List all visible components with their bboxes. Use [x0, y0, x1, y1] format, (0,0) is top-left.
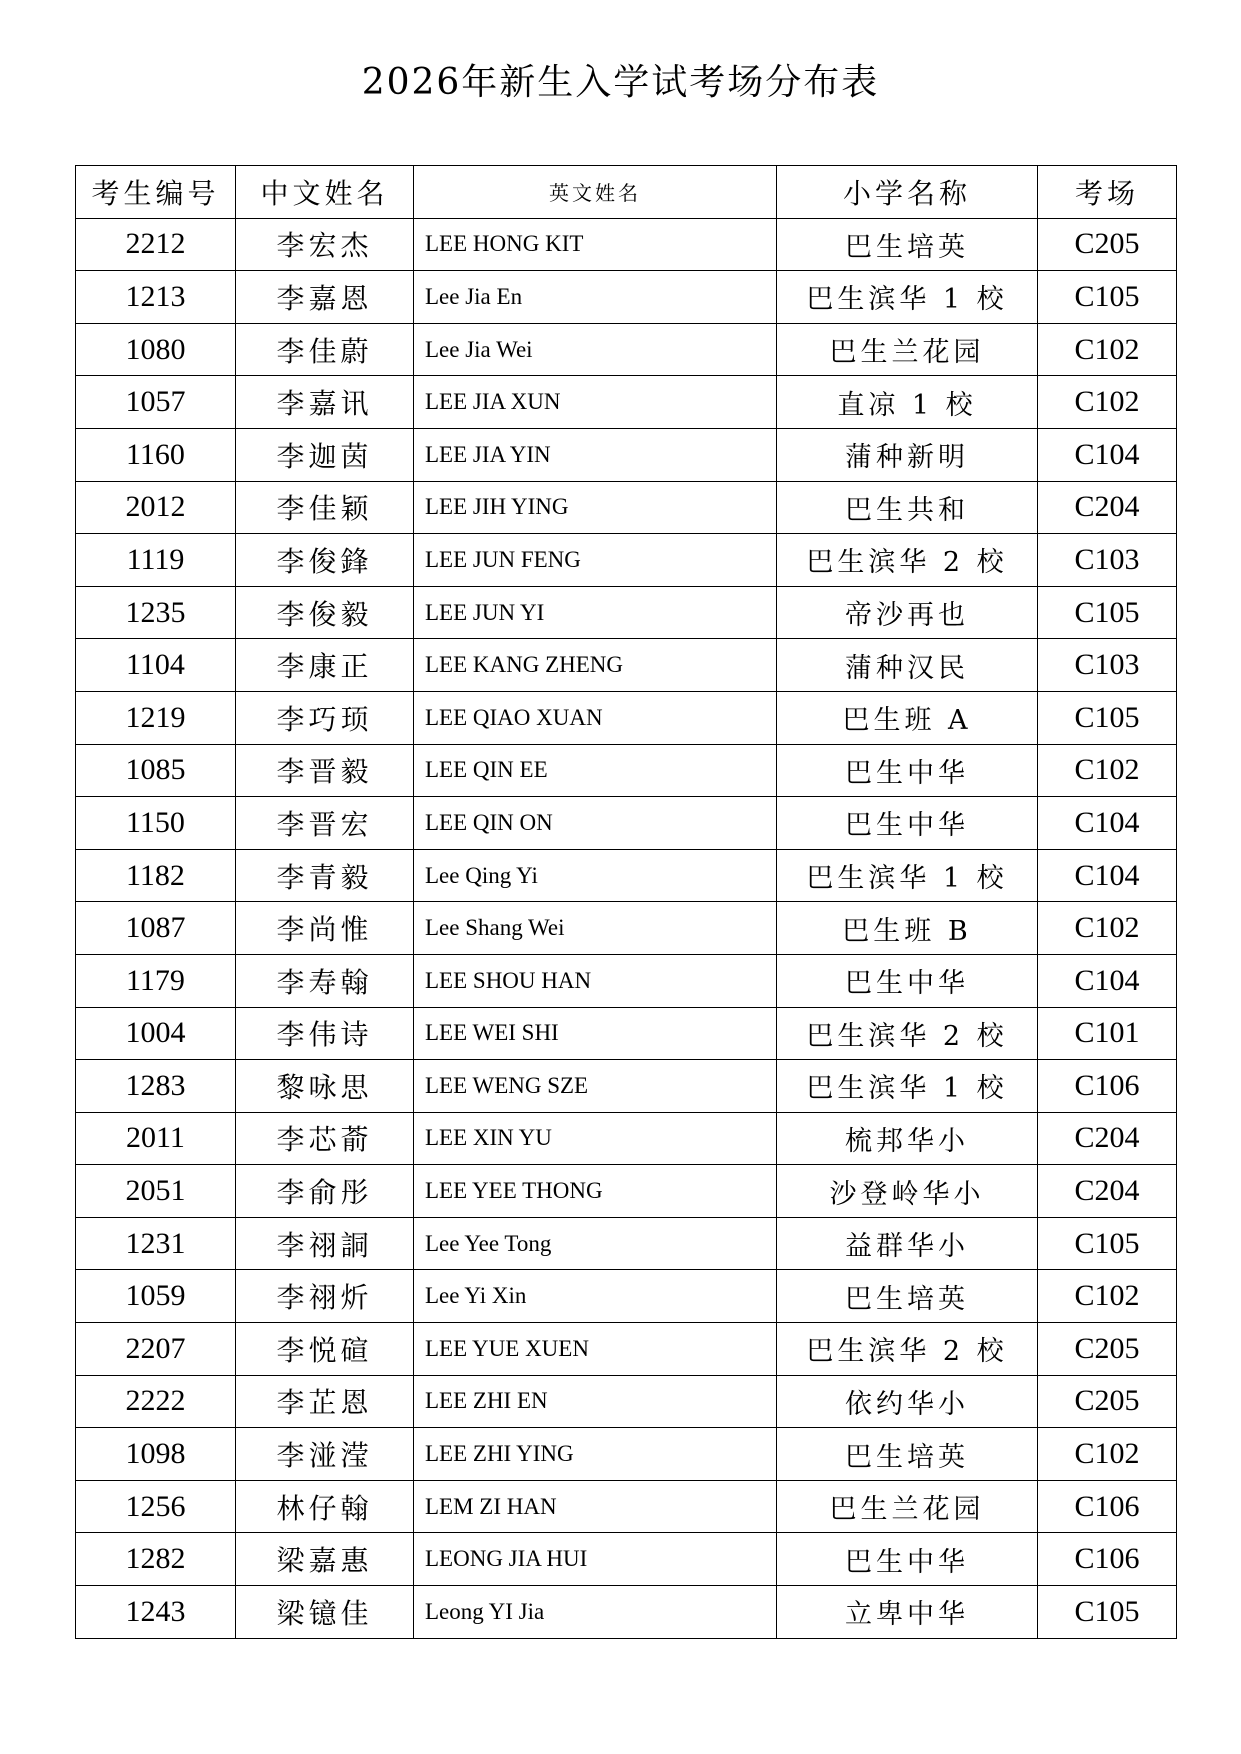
cell-chinese-name: 李芷恩	[236, 1375, 414, 1428]
table-row	[76, 428, 1177, 481]
cell-primary-school: 巴生滨华 2 校	[777, 534, 1038, 587]
cell-student-id: 1098	[76, 1428, 236, 1481]
cell-chinese-name: 李芯萮	[236, 1112, 414, 1165]
cell-exam-room: C104	[1038, 797, 1177, 850]
cell-student-id: 1243	[76, 1586, 236, 1639]
cell-exam-room: C101	[1038, 1007, 1177, 1060]
cell-primary-school: 巴生培英	[777, 1270, 1038, 1323]
cell-english-name: LEE KANG ZHENG	[414, 639, 777, 692]
exam-room-table	[75, 165, 1177, 1639]
table-row	[76, 1533, 1177, 1586]
cell-chinese-name: 李宏杰	[236, 218, 414, 271]
cell-primary-school: 巴生滨华 1 校	[777, 1060, 1038, 1113]
cell-exam-room: C102	[1038, 902, 1177, 955]
cell-exam-room: C105	[1038, 691, 1177, 744]
cell-english-name: LEE SHOU HAN	[414, 954, 777, 1007]
cell-english-name: LEE QIAO XUAN	[414, 691, 777, 744]
cell-english-name: Lee Yee Tong	[414, 1217, 777, 1270]
cell-primary-school: 巴生滨华 2 校	[777, 1007, 1038, 1060]
cell-student-id: 1085	[76, 744, 236, 797]
cell-english-name: LEE ZHI EN	[414, 1375, 777, 1428]
cell-primary-school: 巴生培英	[777, 1428, 1038, 1481]
cell-english-name: LEE XIN YU	[414, 1112, 777, 1165]
cell-chinese-name: 李巧顼	[236, 691, 414, 744]
cell-exam-room: C102	[1038, 1428, 1177, 1481]
cell-chinese-name: 李俞彤	[236, 1165, 414, 1218]
cell-exam-room: C105	[1038, 586, 1177, 639]
cell-primary-school: 依约华小	[777, 1375, 1038, 1428]
cell-english-name: LEE JIA YIN	[414, 428, 777, 481]
table-row	[76, 691, 1177, 744]
cell-student-id: 2222	[76, 1375, 236, 1428]
table-row	[76, 534, 1177, 587]
cell-student-id: 1080	[76, 323, 236, 376]
table-row	[76, 744, 1177, 797]
cell-english-name: LEE QIN EE	[414, 744, 777, 797]
table-row	[76, 1480, 1177, 1533]
cell-primary-school: 巴生中华	[777, 744, 1038, 797]
cell-english-name: Lee Yi Xin	[414, 1270, 777, 1323]
table-row	[76, 1586, 1177, 1639]
table-row	[76, 1375, 1177, 1428]
cell-chinese-name: 李佳蔚	[236, 323, 414, 376]
cell-student-id: 1059	[76, 1270, 236, 1323]
table-row	[76, 902, 1177, 955]
cell-student-id: 1182	[76, 849, 236, 902]
cell-exam-room: C106	[1038, 1533, 1177, 1586]
table-row	[76, 586, 1177, 639]
cell-english-name: LEE ZHI YING	[414, 1428, 777, 1481]
cell-exam-room: C103	[1038, 639, 1177, 692]
header-chinese-name: 中文姓名	[236, 166, 414, 219]
cell-english-name: LEE WEI SHI	[414, 1007, 777, 1060]
cell-primary-school: 巴生滨华 1 校	[777, 849, 1038, 902]
cell-chinese-name: 李祤詷	[236, 1217, 414, 1270]
cell-primary-school: 巴生滨华 2 校	[777, 1323, 1038, 1376]
cell-student-id: 2011	[76, 1112, 236, 1165]
cell-student-id: 2207	[76, 1323, 236, 1376]
cell-exam-room: C105	[1038, 271, 1177, 324]
cell-exam-room: C204	[1038, 481, 1177, 534]
cell-exam-room: C102	[1038, 376, 1177, 429]
cell-chinese-name: 李晋宏	[236, 797, 414, 850]
cell-student-id: 1150	[76, 797, 236, 850]
cell-primary-school: 益群华小	[777, 1217, 1038, 1270]
table-row	[76, 1060, 1177, 1113]
cell-english-name: LEONG JIA HUI	[414, 1533, 777, 1586]
table-row	[76, 954, 1177, 1007]
cell-primary-school: 蒲种新明	[777, 428, 1038, 481]
cell-english-name: Lee Jia En	[414, 271, 777, 324]
cell-english-name: Leong YI Jia	[414, 1586, 777, 1639]
cell-primary-school: 沙登岭华小	[777, 1165, 1038, 1218]
cell-primary-school: 巴生培英	[777, 218, 1038, 271]
cell-exam-room: C205	[1038, 1375, 1177, 1428]
cell-student-id: 2051	[76, 1165, 236, 1218]
page-title: 2026年新生入学试考场分布表	[361, 62, 880, 103]
header-english-name: 英文姓名	[414, 166, 777, 219]
cell-primary-school: 巴生中华	[777, 954, 1038, 1007]
cell-student-id: 1179	[76, 954, 236, 1007]
cell-student-id: 1231	[76, 1217, 236, 1270]
cell-exam-room: C106	[1038, 1060, 1177, 1113]
table-row	[76, 797, 1177, 850]
cell-chinese-name: 黎咏思	[236, 1060, 414, 1113]
cell-student-id: 1283	[76, 1060, 236, 1113]
cell-exam-room: C104	[1038, 849, 1177, 902]
cell-primary-school: 巴生班 B	[777, 902, 1038, 955]
cell-exam-room: C102	[1038, 744, 1177, 797]
table-header-row	[76, 166, 1177, 219]
cell-student-id: 1004	[76, 1007, 236, 1060]
table-row	[76, 1323, 1177, 1376]
cell-english-name: LEE WENG SZE	[414, 1060, 777, 1113]
cell-chinese-name: 林仔翰	[236, 1480, 414, 1533]
cell-exam-room: C105	[1038, 1586, 1177, 1639]
cell-chinese-name: 梁嘉惠	[236, 1533, 414, 1586]
cell-student-id: 1235	[76, 586, 236, 639]
header-primary-school: 小学名称	[777, 166, 1038, 219]
cell-english-name: LEE HONG KIT	[414, 218, 777, 271]
table-row	[76, 1165, 1177, 1218]
cell-exam-room: C104	[1038, 428, 1177, 481]
table-row	[76, 376, 1177, 429]
cell-chinese-name: 李寿翰	[236, 954, 414, 1007]
cell-chinese-name: 李嘉恩	[236, 271, 414, 324]
table-row	[76, 1217, 1177, 1270]
table-row	[76, 481, 1177, 534]
cell-student-id: 1087	[76, 902, 236, 955]
cell-english-name: LEE JIA XUN	[414, 376, 777, 429]
cell-student-id: 1213	[76, 271, 236, 324]
cell-student-id: 1104	[76, 639, 236, 692]
cell-primary-school: 巴生班 A	[777, 691, 1038, 744]
cell-primary-school: 巴生滨华 1 校	[777, 271, 1038, 324]
cell-chinese-name: 李嘉讯	[236, 376, 414, 429]
cell-english-name: Lee Jia Wei	[414, 323, 777, 376]
cell-exam-room: C205	[1038, 218, 1177, 271]
cell-student-id: 1282	[76, 1533, 236, 1586]
table-row	[76, 218, 1177, 271]
cell-chinese-name: 李悦碹	[236, 1323, 414, 1376]
cell-english-name: LEE JUN FENG	[414, 534, 777, 587]
cell-chinese-name: 李俊毅	[236, 586, 414, 639]
cell-chinese-name: 李俊鋒	[236, 534, 414, 587]
cell-english-name: LEE YEE THONG	[414, 1165, 777, 1218]
cell-chinese-name: 李尚惟	[236, 902, 414, 955]
cell-english-name: Lee Shang Wei	[414, 902, 777, 955]
cell-english-name: LEE YUE XUEN	[414, 1323, 777, 1376]
cell-exam-room: C205	[1038, 1323, 1177, 1376]
table-row	[76, 271, 1177, 324]
cell-chinese-name: 梁镱佳	[236, 1586, 414, 1639]
cell-chinese-name: 李迦茵	[236, 428, 414, 481]
cell-exam-room: C105	[1038, 1217, 1177, 1270]
table-row	[76, 323, 1177, 376]
cell-primary-school: 梳邦华小	[777, 1112, 1038, 1165]
cell-primary-school: 巴生兰花园	[777, 323, 1038, 376]
cell-english-name: LEE JUN YI	[414, 586, 777, 639]
header-exam-room: 考场	[1038, 166, 1177, 219]
cell-student-id: 1219	[76, 691, 236, 744]
cell-english-name: LEE QIN ON	[414, 797, 777, 850]
cell-exam-room: C103	[1038, 534, 1177, 587]
table-row	[76, 1270, 1177, 1323]
table-row	[76, 849, 1177, 902]
cell-chinese-name: 李伟诗	[236, 1007, 414, 1060]
cell-chinese-name: 李晋毅	[236, 744, 414, 797]
cell-student-id: 2012	[76, 481, 236, 534]
cell-primary-school: 巴生中华	[777, 797, 1038, 850]
cell-chinese-name: 李康正	[236, 639, 414, 692]
cell-student-id: 2212	[76, 218, 236, 271]
cell-primary-school: 巴生共和	[777, 481, 1038, 534]
cell-student-id: 1119	[76, 534, 236, 587]
cell-student-id: 1160	[76, 428, 236, 481]
table-row	[76, 1112, 1177, 1165]
cell-primary-school: 巴生兰花园	[777, 1480, 1038, 1533]
cell-exam-room: C104	[1038, 954, 1177, 1007]
cell-primary-school: 蒲种汉民	[777, 639, 1038, 692]
cell-chinese-name: 李佳颖	[236, 481, 414, 534]
cell-exam-room: C204	[1038, 1112, 1177, 1165]
cell-exam-room: C102	[1038, 323, 1177, 376]
cell-exam-room: C204	[1038, 1165, 1177, 1218]
table-row	[76, 639, 1177, 692]
cell-primary-school: 巴生中华	[777, 1533, 1038, 1586]
cell-english-name: LEM ZI HAN	[414, 1480, 777, 1533]
cell-exam-room: C102	[1038, 1270, 1177, 1323]
cell-student-id: 1057	[76, 376, 236, 429]
table-row	[76, 1007, 1177, 1060]
cell-student-id: 1256	[76, 1480, 236, 1533]
cell-english-name: LEE JIH YING	[414, 481, 777, 534]
cell-chinese-name: 李湴滢	[236, 1428, 414, 1481]
cell-chinese-name: 李青毅	[236, 849, 414, 902]
header-student-id: 考生编号	[76, 166, 236, 219]
cell-exam-room: C106	[1038, 1480, 1177, 1533]
table-body	[76, 218, 1177, 1638]
cell-primary-school: 立卑中华	[777, 1586, 1038, 1639]
cell-chinese-name: 李祤炘	[236, 1270, 414, 1323]
cell-primary-school: 帝沙再也	[777, 586, 1038, 639]
cell-english-name: Lee Qing Yi	[414, 849, 777, 902]
cell-primary-school: 直凉 1 校	[777, 376, 1038, 429]
table-row	[76, 1428, 1177, 1481]
